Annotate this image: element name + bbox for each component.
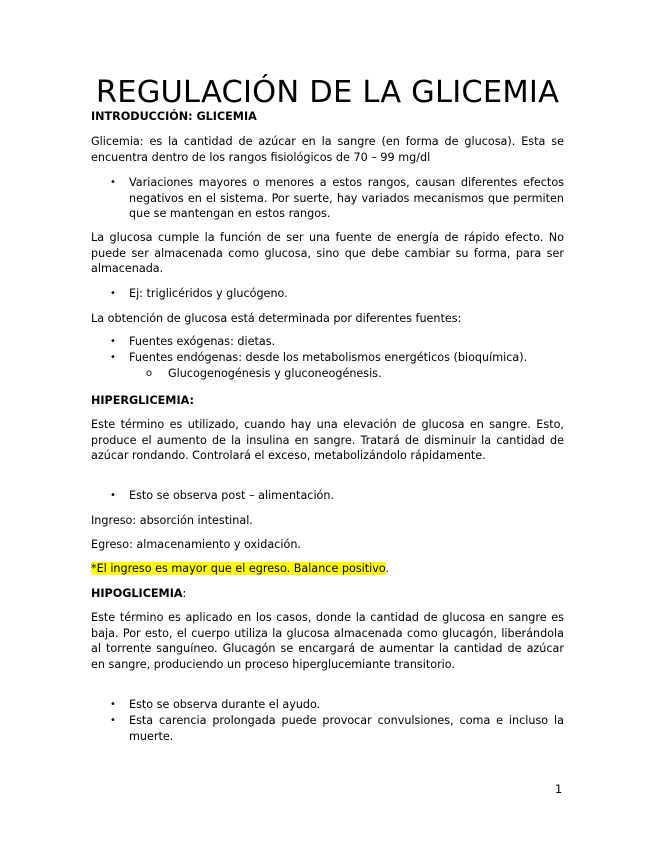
egreso-line: Egreso: almacenamiento y oxidación. [91,538,301,551]
hypoglycemia-paragraph: Este término es aplicado en los casos, donde la cantidad de glucosa en sangre es baja. Por esto, el cuerpo utiliza la glucosa almacenada como glucagón, liberándola al torrente sanguíneo. Glucagón se encargará de aumentar la cantidad de azúcar en sangre, produciendo un proceso hiperglucemiante transitorio. [91,611,564,671]
highlighted-balance-text: *El ingreso es mayor que el egreso. Balance positivo [91,562,386,575]
ingreso-line: Ingreso: absorción intestinal. [91,514,253,527]
bullet-dot: • [110,177,116,188]
bullet-dot: • [110,490,116,501]
bullet-variations: Variaciones mayores o menores a estos rangos, causan diferentes efectos negativos en el sistema. Por suerte, hay variados mecanismos que permiten que se mantengan en estos rangos. [129,176,564,220]
bullet-post-meal: Esto se observa post – alimentación. [129,489,335,502]
sources-paragraph: La obtención de glucosa está determinada por diferentes fuentes: [91,312,462,325]
document-title: REGULACIÓN DE LA GLICEMIA [95,75,560,110]
bullet-dot: • [110,715,116,726]
balance-note [91,561,564,577]
bullet-dot: • [110,699,116,710]
hyperglycemia-paragraph: Este término es utilizado, cuando hay una elevación de glucosa en sangre. Esto, produce el aumento de la insulina en sangre. Tratará de disminuir la cantidad de azúcar rondando. Controlará el exceso, metabolizándolo rápidamente. [91,418,564,462]
balance-period: . [385,562,390,575]
bullet-dot: • [110,336,116,347]
bullet-deficiency: Esta carencia prolongada puede provocar convulsiones, coma e incluso la muerte. [129,714,564,743]
hypo-heading-colon: : [182,587,187,600]
sub-bullet-circle: o [146,368,153,379]
bullet-endogenous: Fuentes endógenas: desde los metabolismos energéticos (bioquímica). [129,351,528,364]
bullet-exogenous: Fuentes exógenas: dietas. [129,335,276,348]
energy-paragraph: La glucosa cumple la función de ser una fuente de energía de rápido efecto. No puede ser almacenada como glucosa, sino que debe cambiar su forma, para ser almacenada. [91,231,564,275]
hypo-heading-text: HIPOGLICEMIA [91,587,183,600]
section-heading-introduccion: INTRODUCCIÓN: GLICEMIA [91,110,257,123]
sub-bullet-text: Glucogenogénesis y gluconeogénesis. [168,367,382,380]
bullet-dot: • [110,352,116,363]
bullet-dot: • [110,288,116,299]
bullet-example: Ej: triglicéridos y glucógeno. [129,287,288,300]
definition-paragraph: Glicemia: es la cantidad de azúcar en la sangre (en forma de glucosa). Esta se encuentra dentro de los rangos fisiológicos de 70 – 99 mg/dl [91,135,564,164]
section-heading-hipoglicemia [91,586,186,601]
section-heading-hiperglicemia: HIPERGLICEMIA: [91,394,194,407]
page-number: 1 [555,783,563,796]
bullet-fasting: Esto se observa durante el ayudo. [129,698,321,711]
